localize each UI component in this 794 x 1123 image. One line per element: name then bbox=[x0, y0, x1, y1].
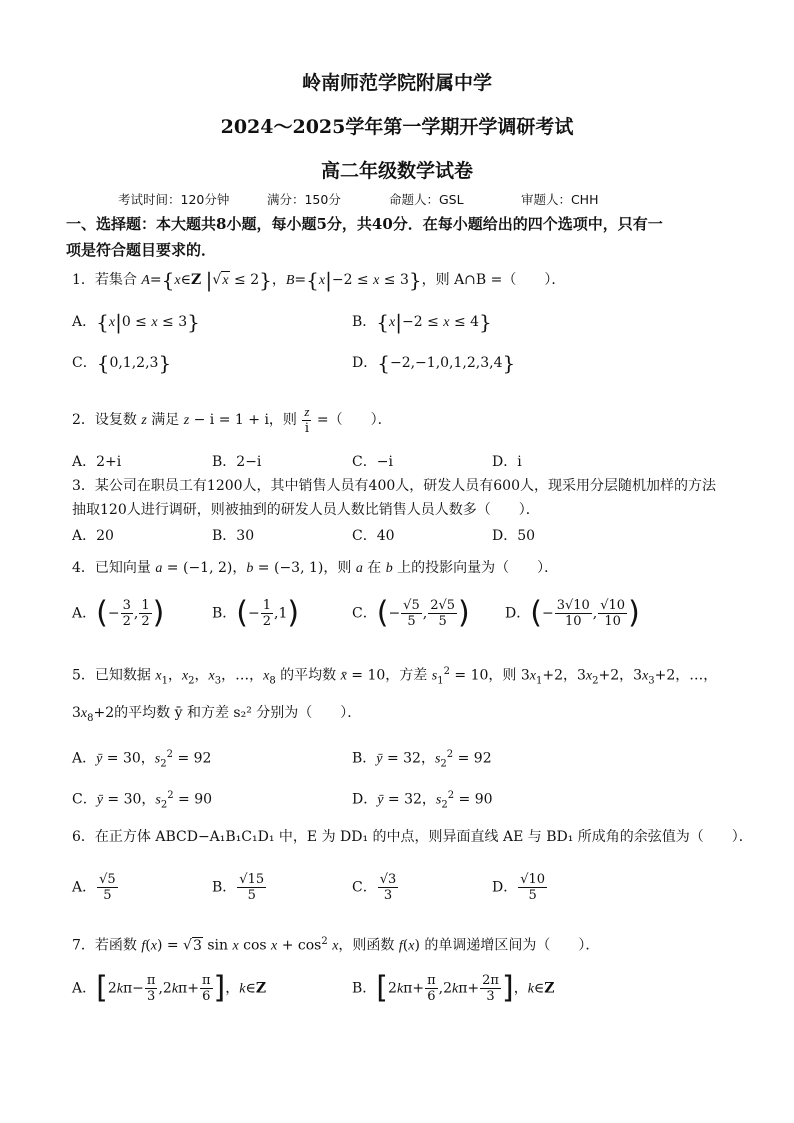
q3-line-2: 抽取120人进行调研，则被抽到的研发人员人数比销售人员人数多（ ）． bbox=[72, 502, 540, 518]
q1-option-d[interactable]: D．{−2,−1,0,1,2,3,4} bbox=[352, 351, 516, 375]
q5-option-b[interactable]: B．ȳ = 32，$s_2^2 = 92$ bbox=[352, 749, 492, 770]
q3-option-b[interactable]: B．30 bbox=[212, 528, 255, 544]
q4-option-d[interactable]: D．(− $\frac{3√10}{10}$ , $\frac{√10}{10}$ ) bbox=[505, 595, 640, 631]
school-name: 岭南师范学院附属中学 bbox=[301, 72, 492, 94]
q2-option-a[interactable]: A．2+i bbox=[72, 454, 122, 470]
q7-option-a[interactable]: A．[2kπ− $\frac{\pi}{3}$ ,2kπ+ $\frac{\pi}{6}$ ]，k∈Z bbox=[72, 970, 267, 1006]
q6-option-c[interactable]: C． $\frac{√3}{3}$ bbox=[352, 872, 397, 903]
exam-author: 命题人：GSL bbox=[388, 192, 464, 207]
question-6: 6．在正方体 ABCD−A₁B₁C₁D₁ 中，E 为 DD₁ 的中点，则异面直线 AE 与 BD₁ 所成角的余弦值为（ ）． bbox=[72, 829, 753, 845]
q6-option-b[interactable]: B． $\frac{√15}{5}$ bbox=[212, 872, 265, 903]
paper-title: 高二年级数学试卷 bbox=[320, 160, 473, 182]
q7-option-b[interactable]: B．[2kπ+ $\frac{\pi}{6}$ ,2kπ+ $\frac{2\pi}{3}$ ]，k∈Z bbox=[352, 970, 555, 1006]
exam-name: 2024～2025学年第一学期开学调研考试 bbox=[220, 116, 574, 138]
exam-score: 满分：150分 bbox=[266, 192, 341, 207]
question-1: 1．若集合 A={x∈Z |√x ≤ 2}，B={x|−2 ≤ x ≤ 3}，则 A∩B =（ ）． bbox=[72, 268, 566, 292]
q3-line-1: 3．某公司在职员工有1200人，其中销售人员有400人，研发人员有600人，现采用分层随机加样的方法 bbox=[72, 478, 716, 494]
exam-time: 考试时间：120分钟 bbox=[118, 192, 230, 207]
section-line-1: 一、选择题：本大题共8小题，每小题5分，共40分．在每小题给出的四个选项中，只有一 bbox=[66, 215, 663, 233]
exam-meta bbox=[118, 190, 598, 208]
question-7: 7．若函数 f(x) = √3 sin x $\cos x + \cos^2 x$，则函数 f(x) 的单调递增区间为（ ）． bbox=[72, 936, 600, 954]
question-3 bbox=[72, 476, 716, 496]
question-5-cont: $3x_8+2$的平均数 ȳ 和方差 s₂² 分别为（ ）． bbox=[72, 705, 362, 724]
q1-option-c[interactable]: C．{0,1,2,3} bbox=[72, 351, 172, 375]
exam-reviewer: 审题人：CHH bbox=[520, 192, 599, 207]
section-line-2: 项是符合题目要求的． bbox=[66, 241, 217, 259]
question-5: 5．已知数据 $x_1$，$x_2$，$x_3$，…，$x_8$ 的平均数 x̄ = 10，方差 $s_1^2 = 10$，则 $3x_1+2$，$3x_2+2$，$3x_3+2$，…， bbox=[72, 666, 718, 687]
q3-option-c[interactable]: C．40 bbox=[352, 528, 395, 544]
q2-option-b[interactable]: B．2−i bbox=[212, 454, 262, 470]
q4-option-b[interactable]: B．(− $\frac{1}{2}$ ,1) bbox=[212, 595, 300, 631]
question-2: 2．设复数 z 满足 z − i = 1 + i，则 $\frac{z}{i}$ =（ ）． bbox=[72, 404, 392, 436]
q6-option-d[interactable]: D． $\frac{√10}{5}$ bbox=[492, 872, 546, 903]
q5-option-d[interactable]: D．ȳ = 32，$s_2^2 = 90$ bbox=[352, 790, 493, 811]
q3-option-d[interactable]: D．50 bbox=[492, 528, 536, 544]
section-heading bbox=[66, 211, 736, 263]
q3-option-a[interactable]: A．20 bbox=[72, 528, 114, 544]
q1-option-b[interactable]: B．{x|−2 ≤ x ≤ 4} bbox=[352, 310, 492, 334]
q5-option-a[interactable]: A．ȳ = 30，$s_2^2 = 92$ bbox=[72, 749, 212, 770]
q5-option-c[interactable]: C．ȳ = 30，$s_2^2 = 90$ bbox=[72, 790, 213, 811]
q2-option-d[interactable]: D．i bbox=[492, 454, 522, 470]
q4-option-c[interactable]: C．(− $\frac{√5}{5}$ , $\frac{2√5}{5}$ ) bbox=[352, 595, 470, 631]
q6-option-a[interactable]: A． $\frac{√5}{5}$ bbox=[72, 872, 116, 903]
question-3-cont bbox=[72, 500, 540, 520]
q2-option-c[interactable]: C．−i bbox=[352, 454, 393, 470]
question-4: 4．已知向量 a = (−1, 2)，b = (−3, 1)，则 a 在 b 上的投影向量为（ ）． bbox=[72, 560, 559, 576]
q1-option-a[interactable]: A．{x|0 ≤ x ≤ 3} bbox=[72, 310, 200, 334]
q4-option-a[interactable]: A．(− $\frac{3}{2}$ , $\frac{1}{2}$ ) bbox=[72, 595, 165, 631]
